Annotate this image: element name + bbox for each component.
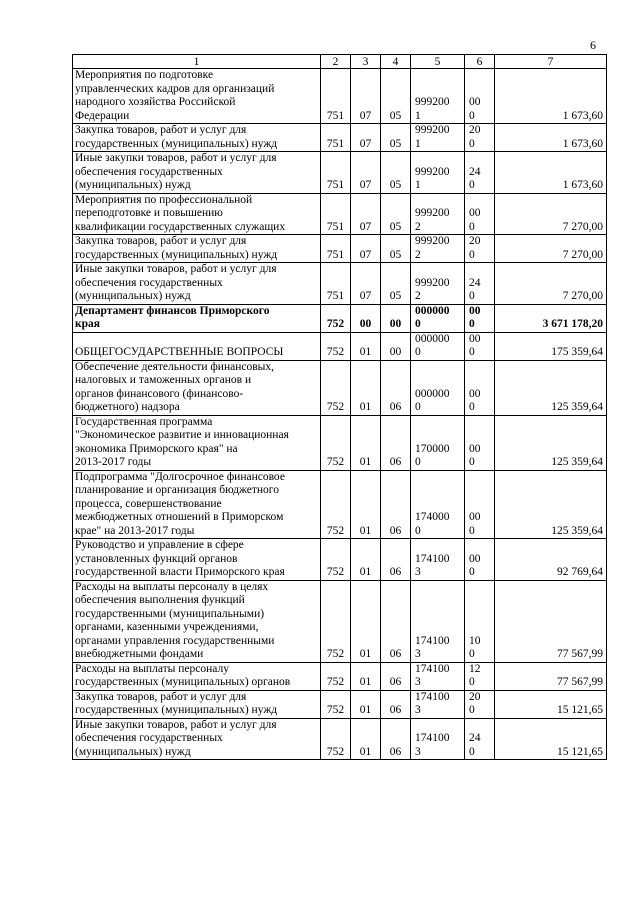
row-section-cell: 01: [351, 415, 381, 470]
row-name-cell: Иные закупки товаров, работ и услуг для обеспечения государственных (муниципальных) нужд: [73, 263, 321, 305]
row-admin-code-cell: 752: [321, 690, 351, 718]
row-subsection-cell: 05: [381, 235, 411, 263]
row-admin-code-cell: 751: [321, 69, 351, 124]
row-amount-cell: 1 673,60: [495, 69, 607, 124]
row-admin-code-cell: 751: [321, 193, 351, 235]
row-name-cell: Мероприятия по подготовке управленческих кадров для организаций народного хозяйства Российской Федерации: [73, 69, 321, 124]
row-section-cell: 01: [351, 662, 381, 690]
row-amount-cell: 3 671 178,20: [495, 304, 607, 332]
row-amount-cell: 92 769,64: [495, 539, 607, 581]
row-name-cell: Закупка товаров, работ и услуг для государственных (муниципальных) нужд: [73, 690, 321, 718]
row-amount-cell: 175 359,64: [495, 332, 607, 360]
row-section-cell: 07: [351, 263, 381, 305]
row-amount-cell: 7 270,00: [495, 263, 607, 305]
row-amount-cell: 1 673,60: [495, 152, 607, 194]
row-name-cell: Закупка товаров, работ и услуг для государственных (муниципальных) нужд: [73, 124, 321, 152]
row-section-cell: 01: [351, 539, 381, 581]
row-expense-type-cell: 24 0: [465, 263, 495, 305]
row-expense-type-cell: 20 0: [465, 690, 495, 718]
row-section-cell: 01: [351, 332, 381, 360]
row-admin-code-cell: 752: [321, 360, 351, 415]
row-admin-code-cell: 752: [321, 580, 351, 662]
row-amount-cell: 125 359,64: [495, 470, 607, 539]
row-name-cell: Подпрограмма "Долгосрочное финансовое планирование и организация бюджетного процесса, совершенствование межбюджетных отношений в Приморском крае" на 2013-2017 годы: [73, 470, 321, 539]
row-expense-type-cell: 20 0: [465, 124, 495, 152]
table-row: [73, 332, 607, 360]
row-section-cell: 07: [351, 193, 381, 235]
row-name-cell: Департамент финансов Приморского края: [73, 304, 321, 332]
row-subsection-cell: 06: [381, 360, 411, 415]
budget-table: [72, 54, 607, 760]
row-section-cell: 00: [351, 304, 381, 332]
row-admin-code-cell: 751: [321, 263, 351, 305]
table-row: [73, 235, 607, 263]
row-target-article-cell: 170000 0: [411, 415, 465, 470]
table-header-row: [73, 55, 607, 69]
table-row: [73, 69, 607, 124]
row-subsection-cell: 05: [381, 152, 411, 194]
row-name-cell: ОБЩЕГОСУДАРСТВЕННЫЕ ВОПРОСЫ: [73, 332, 321, 360]
row-target-article-cell: 999200 1: [411, 152, 465, 194]
row-subsection-cell: 06: [381, 690, 411, 718]
row-target-article-cell: 000000 0: [411, 360, 465, 415]
row-subsection-cell: 06: [381, 470, 411, 539]
row-section-cell: 01: [351, 718, 381, 760]
row-admin-code-cell: 752: [321, 415, 351, 470]
row-expense-type-cell: 00 0: [465, 193, 495, 235]
row-expense-type-cell: 20 0: [465, 235, 495, 263]
row-target-article-cell: 174100 3: [411, 662, 465, 690]
header-col-3: 3: [351, 55, 381, 69]
header-col-4: 4: [381, 55, 411, 69]
row-target-article-cell: 999200 2: [411, 235, 465, 263]
row-expense-type-cell: 00 0: [465, 304, 495, 332]
row-name-cell: Расходы на выплаты персоналу государственных (муниципальных) органов: [73, 662, 321, 690]
row-expense-type-cell: 12 0: [465, 662, 495, 690]
row-amount-cell: 1 673,60: [495, 124, 607, 152]
row-name-cell: Иные закупки товаров, работ и услуг для обеспечения государственных (муниципальных) нужд: [73, 718, 321, 760]
table-row: [73, 193, 607, 235]
table-row: [73, 662, 607, 690]
row-name-cell: Расходы на выплаты персоналу в целях обеспечения выполнения функций государственными (муниципальными) органами, казенными учреждениями, органами управления государственными внебюджетными фондами: [73, 580, 321, 662]
row-target-article-cell: 174100 3: [411, 580, 465, 662]
table-row: [73, 718, 607, 760]
header-col-1: 1: [73, 55, 321, 69]
row-expense-type-cell: 00 0: [465, 69, 495, 124]
table-row: [73, 152, 607, 194]
row-subsection-cell: 06: [381, 539, 411, 581]
row-amount-cell: 15 121,65: [495, 718, 607, 760]
table-row: [73, 124, 607, 152]
row-subsection-cell: 06: [381, 580, 411, 662]
row-target-article-cell: 174000 0: [411, 470, 465, 539]
row-admin-code-cell: 751: [321, 124, 351, 152]
row-subsection-cell: 05: [381, 263, 411, 305]
row-section-cell: 07: [351, 235, 381, 263]
row-amount-cell: 125 359,64: [495, 360, 607, 415]
row-target-article-cell: 999200 2: [411, 193, 465, 235]
row-subsection-cell: 00: [381, 332, 411, 360]
row-subsection-cell: 06: [381, 662, 411, 690]
row-subsection-cell: 06: [381, 718, 411, 760]
row-admin-code-cell: 752: [321, 539, 351, 581]
row-section-cell: 01: [351, 690, 381, 718]
row-target-article-cell: 999200 2: [411, 263, 465, 305]
row-target-article-cell: 174100 3: [411, 718, 465, 760]
row-target-article-cell: 999200 1: [411, 69, 465, 124]
header-col-7: 7: [495, 55, 607, 69]
row-name-cell: Государственная программа "Экономическое развитие и инновационная экономика Приморского края" на 2013-2017 годы: [73, 415, 321, 470]
header-col-6: 6: [465, 55, 495, 69]
row-expense-type-cell: 00 0: [465, 415, 495, 470]
row-name-cell: Обеспечение деятельности финансовых, налоговых и таможенных органов и органов финансового (финансово- бюджетного) надзора: [73, 360, 321, 415]
row-target-article-cell: 174100 3: [411, 539, 465, 581]
row-subsection-cell: 05: [381, 124, 411, 152]
row-expense-type-cell: 24 0: [465, 718, 495, 760]
row-admin-code-cell: 752: [321, 332, 351, 360]
row-target-article-cell: 999200 1: [411, 124, 465, 152]
row-amount-cell: 77 567,99: [495, 662, 607, 690]
row-amount-cell: 77 567,99: [495, 580, 607, 662]
row-expense-type-cell: 00 0: [465, 332, 495, 360]
row-section-cell: 07: [351, 69, 381, 124]
row-target-article-cell: 000000 0: [411, 332, 465, 360]
row-section-cell: 01: [351, 360, 381, 415]
table-row: [73, 539, 607, 581]
row-admin-code-cell: 752: [321, 718, 351, 760]
row-subsection-cell: 00: [381, 304, 411, 332]
row-expense-type-cell: 00 0: [465, 360, 495, 415]
row-name-cell: Мероприятия по профессиональной переподготовке и повышению квалификации государственных служащих: [73, 193, 321, 235]
row-admin-code-cell: 751: [321, 235, 351, 263]
row-amount-cell: 125 359,64: [495, 415, 607, 470]
row-subsection-cell: 05: [381, 193, 411, 235]
row-name-cell: Иные закупки товаров, работ и услуг для обеспечения государственных (муниципальных) нужд: [73, 152, 321, 194]
row-expense-type-cell: 00 0: [465, 470, 495, 539]
row-admin-code-cell: 752: [321, 662, 351, 690]
table-body: [73, 69, 607, 760]
header-col-5: 5: [411, 55, 465, 69]
row-subsection-cell: 06: [381, 415, 411, 470]
row-admin-code-cell: 752: [321, 470, 351, 539]
row-section-cell: 07: [351, 124, 381, 152]
row-admin-code-cell: 752: [321, 304, 351, 332]
table-row: [73, 580, 607, 662]
row-name-cell: Руководство и управление в сфере установленных функций органов государственной власти Приморского края: [73, 539, 321, 581]
table-row: [73, 690, 607, 718]
table-row: [73, 415, 607, 470]
row-name-cell: Закупка товаров, работ и услуг для государственных (муниципальных) нужд: [73, 235, 321, 263]
row-amount-cell: 7 270,00: [495, 193, 607, 235]
row-expense-type-cell: 10 0: [465, 580, 495, 662]
row-target-article-cell: 174100 3: [411, 690, 465, 718]
table-row: [73, 470, 607, 539]
row-section-cell: 01: [351, 580, 381, 662]
row-amount-cell: 15 121,65: [495, 690, 607, 718]
page-number: 6: [590, 38, 596, 52]
header-col-2: 2: [321, 55, 351, 69]
row-expense-type-cell: 00 0: [465, 539, 495, 581]
row-subsection-cell: 05: [381, 69, 411, 124]
row-amount-cell: 7 270,00: [495, 235, 607, 263]
table-row: [73, 263, 607, 305]
table-row: [73, 360, 607, 415]
row-section-cell: 01: [351, 470, 381, 539]
row-section-cell: 07: [351, 152, 381, 194]
table-row: [73, 304, 607, 332]
row-target-article-cell: 000000 0: [411, 304, 465, 332]
row-expense-type-cell: 24 0: [465, 152, 495, 194]
row-admin-code-cell: 751: [321, 152, 351, 194]
